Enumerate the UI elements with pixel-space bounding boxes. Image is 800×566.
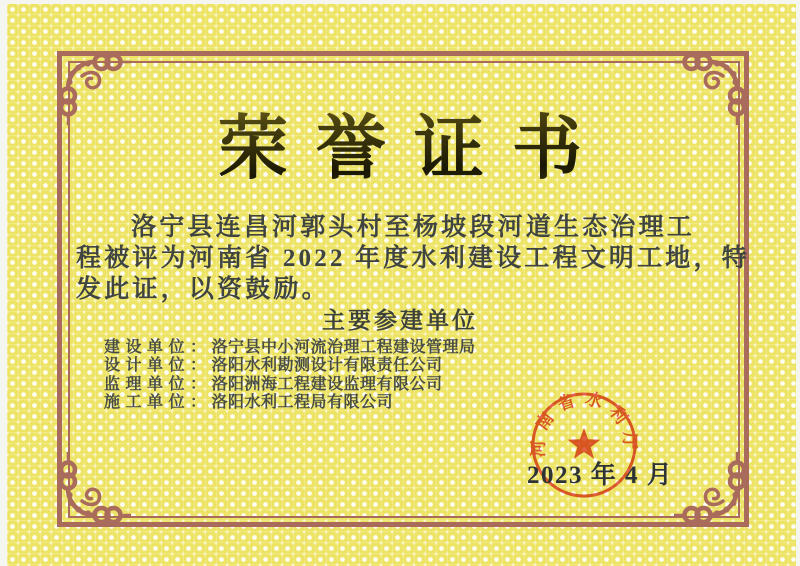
seal-text: 河南省水利厅	[528, 388, 640, 458]
unit-label: 建设单位：	[104, 339, 212, 356]
unit-name: 洛阳洲海工程建设监理有限公司	[211, 375, 443, 393]
unit-row	[104, 376, 476, 394]
official-seal	[514, 375, 654, 515]
unit-list	[104, 339, 476, 413]
unit-row	[104, 357, 476, 375]
unit-name: 洛宁县中小河流治理工程建设管理局	[211, 339, 476, 356]
section-header: 主要参建单位	[322, 308, 478, 333]
body-line: 发此证，以资鼓励。	[76, 276, 330, 303]
certificate-body	[76, 212, 750, 305]
unit-row	[104, 339, 476, 357]
body-line: 洛宁县连昌河郭头村至杨坡段河道生态治理工	[131, 214, 696, 241]
issue-date: 2023 年 4 月	[527, 462, 674, 489]
unit-name: 洛阳水利工程局有限公司	[211, 394, 394, 412]
corner-ornament-bottom-right-icon	[674, 452, 744, 522]
unit-name: 洛阳水利勘测设计有限责任公司	[211, 357, 443, 375]
unit-label: 施工单位：	[104, 394, 212, 412]
unit-row	[104, 394, 476, 412]
unit-label: 监理单位：	[104, 375, 212, 393]
unit-label: 设计单位：	[104, 357, 212, 375]
body-line: 程被评为河南省 2022 年度水利建设工程文明工地，特	[76, 245, 750, 272]
certificate-title: 荣誉证书	[0, 92, 800, 193]
corner-ornament-bottom-left-icon	[61, 452, 131, 522]
